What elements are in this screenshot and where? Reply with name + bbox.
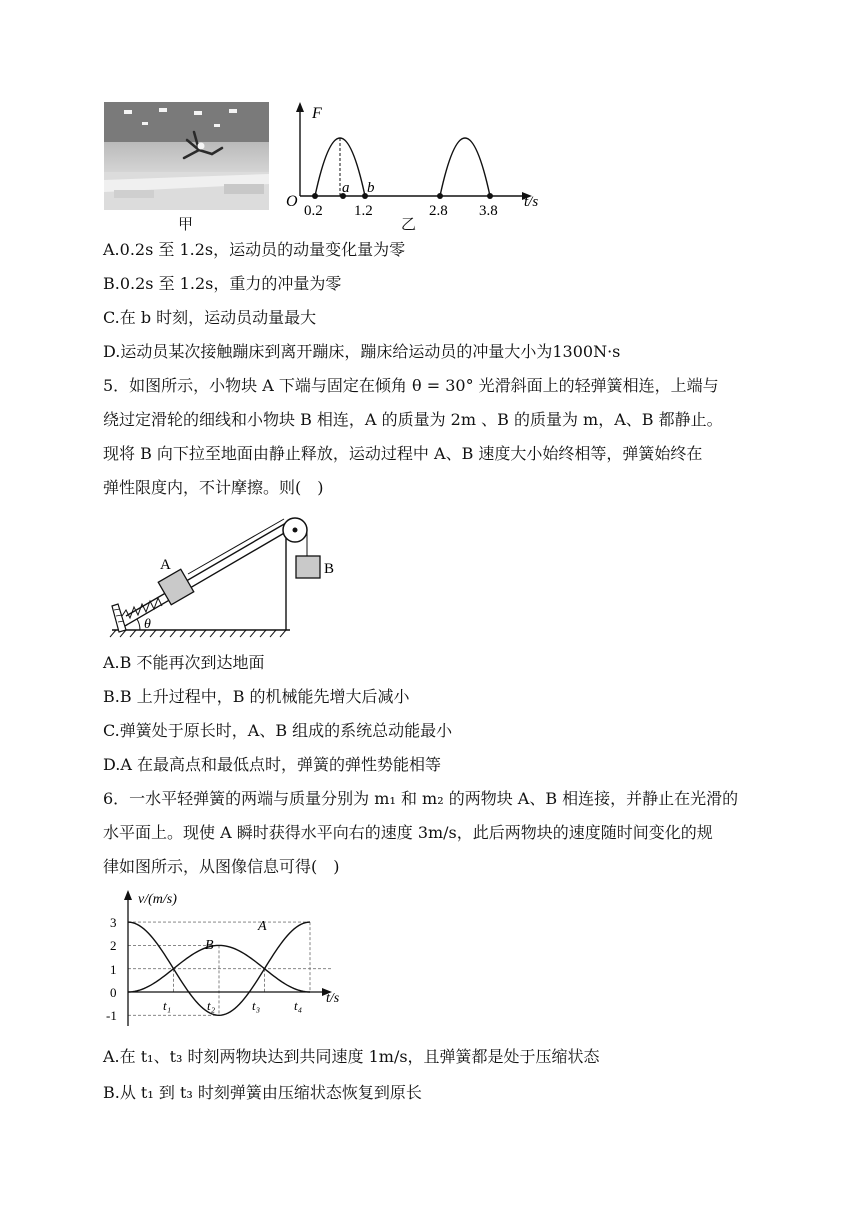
block-b-label: B	[324, 561, 335, 577]
q4-option-c: C.在 b 时刻，运动员动量最大	[103, 308, 317, 327]
q6-stem-line3: 律如图所示，从图像信息可得( )	[103, 857, 340, 876]
fig-yi-caption: 乙	[401, 215, 417, 233]
force-hump-1	[315, 138, 365, 196]
q5-stem-line4: 弹性限度内，不计摩擦。则( )	[103, 478, 324, 497]
velocity-time-chart	[102, 890, 372, 1030]
origin-label: O	[286, 193, 298, 210]
tick-label-3.8: 3.8	[479, 203, 498, 219]
fig-jia-caption: 甲	[178, 215, 194, 233]
tick-point-0.2	[312, 193, 318, 199]
x-tick-t4: t₄	[294, 998, 303, 1013]
vt-y-arrow	[124, 890, 132, 900]
block-a	[158, 569, 194, 605]
series-b-label: B	[205, 938, 214, 953]
q5-option-b: B.B 上升过程中，B 的机械能先增大后减小	[103, 687, 410, 706]
block-a-label: A	[160, 557, 171, 573]
q5-option-c: C.弹簧处于原长时，A、B 组成的系统总动能最小	[103, 721, 453, 740]
q5-stem-line1: 5．如图所示，小物块 A 下端与固定在倾角 θ = 30° 光滑斜面上的轻弹簧相连，上端与	[103, 376, 719, 395]
q4-option-b: B.0.2s 至 1.2s，重力的冲量为零	[103, 274, 342, 293]
q4-option-a: A.0.2s 至 1.2s，运动员的动量变化量为零	[103, 240, 406, 259]
q5-stem-line2: 绕过定滑轮的细线和小物块 B 相连，A 的质量为 2m 、B 的质量为 m，A、B 都静止。	[103, 410, 723, 429]
y-tick-0: 0	[110, 985, 117, 1000]
theta-label: θ	[144, 617, 151, 632]
tick-label-1.2: 1.2	[354, 203, 373, 219]
q5-stem-line3: 现将 B 向下拉至地面由静止释放，运动过程中 A、B 速度大小始终相等，弹簧始终在	[103, 444, 703, 463]
end-wall	[112, 604, 126, 632]
q6-option-b: B.从 t₁ 到 t₃ 时刻弹簧由压缩状态恢复到原长	[103, 1083, 422, 1102]
tick-label-0.2: 0.2	[304, 203, 323, 219]
angle-arc	[137, 619, 140, 630]
force-time-graph	[284, 98, 544, 228]
point-a-label: a	[342, 180, 350, 196]
tick-label-2.8: 2.8	[429, 203, 448, 219]
x-axis-label: t/s	[524, 194, 539, 210]
y-axis-label: F	[312, 105, 322, 122]
series-a-label: A	[258, 919, 267, 934]
q6-option-a: A.在 t₁、t₃ 时刻两物块达到共同速度 1m/s，且弹簧都是处于压缩状态	[103, 1047, 600, 1066]
vt-y-label: v/(m/s)	[138, 892, 177, 907]
y-tick-1: 1	[110, 962, 117, 977]
vt-x-label: t/s	[326, 991, 340, 1006]
block-b	[296, 556, 320, 578]
string-incline	[188, 519, 284, 574]
x-tick-t3: t₃	[252, 998, 261, 1013]
trampoline-photo	[104, 102, 269, 210]
q5-option-d: D.A 在最高点和最低点时，弹簧的弹性势能相等	[103, 755, 441, 774]
incline-pulley-diagram	[104, 506, 354, 642]
x-tick-t1: t₁	[163, 998, 172, 1013]
ground-hatch	[110, 630, 286, 637]
force-hump-2	[440, 138, 490, 196]
y-tick-2: 2	[110, 938, 117, 953]
y-tick-3: 3	[110, 915, 117, 930]
incline-surface	[118, 532, 286, 630]
q6-stem-line1: 6．一水平轻弹簧的两端与质量分别为 m₁ 和 m₂ 的两物块 A、B 相连接，并静止在光滑的	[103, 789, 739, 808]
x-tick-t2: t₂	[207, 998, 216, 1013]
tick-point-3.8	[487, 193, 493, 199]
q6-stem-line2: 水平面上。现使 A 瞬时获得水平向右的速度 3m/s，此后两物块的速度随时间变化的规	[103, 823, 713, 842]
y-tick-neg1: -1	[106, 1008, 117, 1023]
tick-point-2.8	[437, 193, 443, 199]
pulley-axle	[293, 528, 298, 533]
q5-option-a: A.B 不能再次到达地面	[103, 653, 265, 672]
y-axis-arrow	[296, 102, 304, 112]
point-b-label: b	[367, 180, 375, 196]
q4-option-d: D.运动员某次接触蹦床到离开蹦床，蹦床给运动员的冲量大小为1300N·s	[103, 342, 621, 361]
